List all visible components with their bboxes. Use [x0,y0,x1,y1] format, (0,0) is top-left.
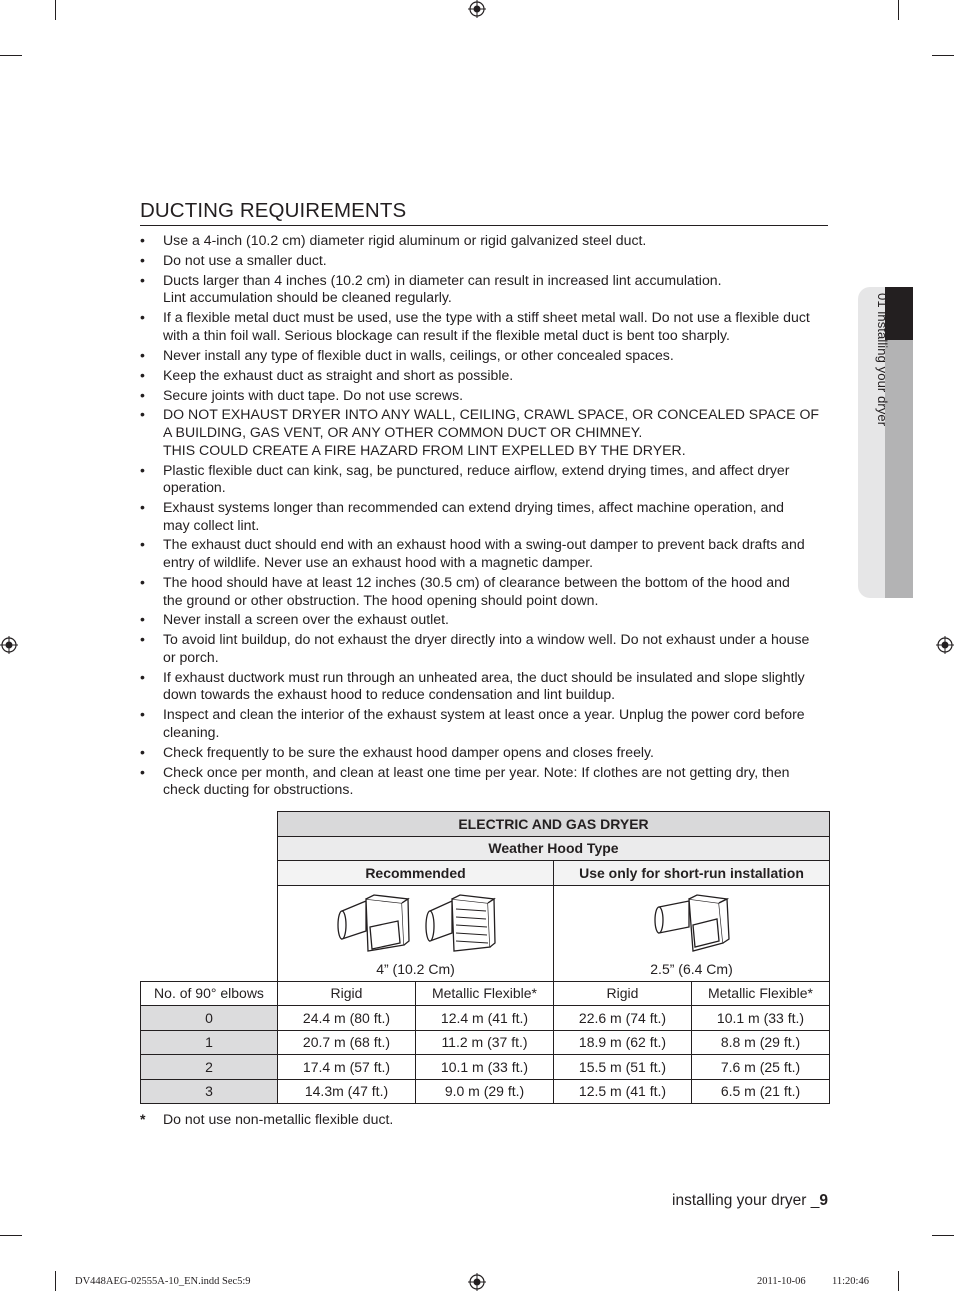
side-chapter-tab [858,287,913,598]
short-run-hood-cell [554,885,830,981]
table-cell: 18.9 m (62 ft.) [554,1030,692,1055]
table-cell: 11.2 m (37 ft.) [416,1030,554,1055]
list-item [140,536,830,571]
list-item [140,309,830,344]
bullet-dot: • [140,611,145,628]
list-item-text: DO NOT EXHAUST DRYER INTO ANY WALL, CEILING, CRAWL SPACE, OR CONCEALED SPACE OF [163,406,820,423]
bullet-dot: • [140,309,145,326]
side-tab-label: 01 installing your dryer [875,293,890,427]
list-item-text: Never install any type of flexible duct in walls, ceilings, or other concealed spaces. [163,346,674,363]
registration-mark-icon [936,636,954,654]
table-blank-cell [141,836,278,861]
list-item [140,574,830,609]
bullet-dot: • [140,706,145,723]
list-item-text: The exhaust duct should end with an exhaust hood with a swing-out damper to prevent back drafts and [163,536,805,553]
table-header-short-run: Use only for short-run installation [554,861,830,886]
table-cell: 12.5 m (41 ft.) [554,1079,692,1104]
bullet-dot: • [140,406,145,423]
section-title: DUCTING REQUIREMENTS [140,199,828,226]
list-item-text: The hood should have at least 12 inches (30.5 cm) of clearance between the bottom of the hood and [163,573,790,590]
subcol-rigid-recommended: Rigid [278,981,416,1006]
table-row [141,1055,830,1080]
table-cell: 9.0 m (29 ft.) [416,1079,554,1104]
page-footer [672,1192,828,1210]
bullet-dot: • [140,763,145,780]
slug-time: 11:20:46 [832,1276,869,1287]
table-header-recommended: Recommended [278,861,554,886]
registration-mark-icon [468,1273,486,1291]
elbows-count: 1 [141,1030,278,1055]
list-item-text: check ducting for obstructions. [163,781,354,798]
list-item [140,706,830,741]
table-cell: 24.4 m (80 ft.) [278,1006,416,1031]
subcol-flexible-recommended: Metallic Flexible* [416,981,554,1006]
list-item [140,252,830,270]
list-item-text: Plastic flexible duct can kink, sag, be punctured, reduce airflow, extend drying times, and affect dryer [163,461,790,478]
list-item-text: If exhaust ductwork must run through an unheated area, the duct should be insulated and slope slightly [163,668,805,685]
crop-mark [932,1235,954,1236]
page-footer-text: installing your dryer _ [672,1192,820,1209]
crop-mark [898,1271,899,1291]
list-item [140,631,830,666]
list-item [140,744,830,762]
list-item-text: Keep the exhaust duct as straight and short as possible. [163,366,514,383]
recommended-size-label: 4” (10.2 Cm) [376,960,455,977]
list-item [140,462,830,497]
table-blank-cell [141,861,278,886]
bullet-dot: • [140,251,145,268]
table-cell: 6.5 m (21 ft.) [692,1079,830,1104]
bullet-dot: • [140,498,145,515]
bullet-dot: • [140,668,145,685]
page-number: 9 [819,1192,828,1209]
list-item [140,387,830,405]
table-cell: 7.6 m (25 ft.) [692,1055,830,1080]
list-item-text: entry of wildlife. Never use an exhaust hood with a magnetic damper. [163,554,594,571]
requirements-list [140,232,830,801]
list-item-text: with a thin foil wall. Serious blockage can result if the flexible metal duct is bent too sharply. [163,326,730,343]
short-run-size-label: 2.5” (6.4 Cm) [650,960,733,977]
bullet-dot: • [140,271,145,288]
bullet-dot: • [140,346,145,363]
list-item-text: Ducts larger than 4 inches (10.2 cm) in diameter can result in increased lint accumulation. [163,271,722,288]
list-item [140,611,830,629]
table-header-dryer: ELECTRIC AND GAS DRYER [278,812,830,837]
registration-mark-icon [0,636,18,654]
elbows-count: 3 [141,1079,278,1104]
list-item-text: down towards the exhaust hood to reduce condensation and lint buildup. [163,686,616,703]
list-item-text: Check frequently to be sure the exhaust hood damper opens and closes freely. [163,743,654,760]
bullet-dot: • [140,232,145,248]
hood-louvered-icon [424,893,496,955]
elbows-count: 2 [141,1055,278,1080]
bullet-dot: • [140,461,145,478]
list-item-text: Lint accumulation should be cleaned regularly. [163,289,452,306]
crop-mark [55,1271,56,1291]
table-cell: 10.1 m (33 ft.) [692,1006,830,1031]
list-item [140,764,830,799]
crop-mark [0,1235,22,1236]
bullet-dot: • [140,536,145,553]
elbows-column-header: No. of 90° elbows [141,981,278,1006]
table-cell: 8.8 m (29 ft.) [692,1030,830,1055]
table-cell: 20.7 m (68 ft.) [278,1030,416,1055]
bullet-dot: • [140,386,145,403]
bullet-dot: • [140,366,145,383]
list-item [140,232,830,250]
list-item-text: To avoid lint buildup, do not exhaust the dryer directly into a window well. Do not exhaust under a house [163,631,810,648]
table-blank-cell [141,812,278,837]
hood-damper-small-icon [653,893,731,955]
recommended-hoods-cell [278,885,554,981]
list-item-text: Use a 4-inch (10.2 cm) diameter rigid aluminum or rigid galvanized steel duct. [163,232,647,248]
list-item-text: operation. [163,479,226,496]
list-item [140,367,830,385]
list-item-text: A BUILDING, GAS VENT, OR ANY OTHER COMMON DUCT OR CHIMNEY. [163,424,643,441]
registration-mark-icon [468,0,486,18]
subcol-flexible-short: Metallic Flexible* [692,981,830,1006]
list-item-text: cleaning. [163,723,220,740]
list-item-text: Secure joints with duct tape. Do not use screws. [163,386,464,403]
duct-length-table [140,811,830,1104]
table-row [141,1079,830,1104]
list-item-text: If a flexible metal duct must be used, use the type with a stiff sheet metal wall. Do not use a flexible duct [163,309,810,326]
table-blank-cell [141,885,278,981]
slug-date: 2011-10-06 [757,1276,806,1287]
slug-file: DV448AEG-02555A-10_EN.indd Sec5:9 [75,1276,251,1287]
list-item-text: THIS COULD CREATE A FIRE HAZARD FROM LINT EXPELLED BY THE DRYER. [163,441,686,458]
list-item-text: or porch. [163,648,219,665]
table-cell: 22.6 m (74 ft.) [554,1006,692,1031]
table-cell: 12.4 m (41 ft.) [416,1006,554,1031]
crop-mark [898,0,899,20]
list-item [140,272,830,307]
subcol-rigid-short: Rigid [554,981,692,1006]
table-header-hood-type: Weather Hood Type [278,836,830,861]
list-item [140,406,830,459]
table-cell: 17.4 m (57 ft.) [278,1055,416,1080]
crop-mark [932,55,954,56]
crop-mark [55,0,56,20]
crop-mark [0,55,22,56]
list-item-text: may collect lint. [163,516,260,533]
list-item [140,669,830,704]
list-item-text: Never install a screen over the exhaust outlet. [163,611,449,628]
list-item-text: Check once per month, and clean at least one time per year. Note: If clothes are not getting dry, then [163,763,790,780]
list-item-text: Do not use a smaller duct. [163,251,327,268]
footnote-text: Do not use non-metallic flexible duct. [163,1111,394,1127]
list-item-text: Exhaust systems longer than recommended can extend drying times, affect machine operation, and [163,498,784,515]
bullet-dot: • [140,631,145,648]
hood-damper-icon [336,893,410,955]
elbows-count: 0 [141,1006,278,1031]
list-item-text: the ground or other obstruction. The hood opening should point down. [163,591,599,608]
table-row [141,1030,830,1055]
bullet-dot: • [140,573,145,590]
table-cell: 15.5 m (51 ft.) [554,1055,692,1080]
table-cell: 14.3m (47 ft.) [278,1079,416,1104]
bullet-dot: • [140,743,145,760]
table-row [141,1006,830,1031]
table-cell: 10.1 m (33 ft.) [416,1055,554,1080]
list-item [140,499,830,534]
list-item [140,347,830,365]
footnote-marker: * [140,1111,146,1127]
list-item-text: Inspect and clean the interior of the exhaust system at least once a year. Unplug the power cord before [163,706,805,723]
